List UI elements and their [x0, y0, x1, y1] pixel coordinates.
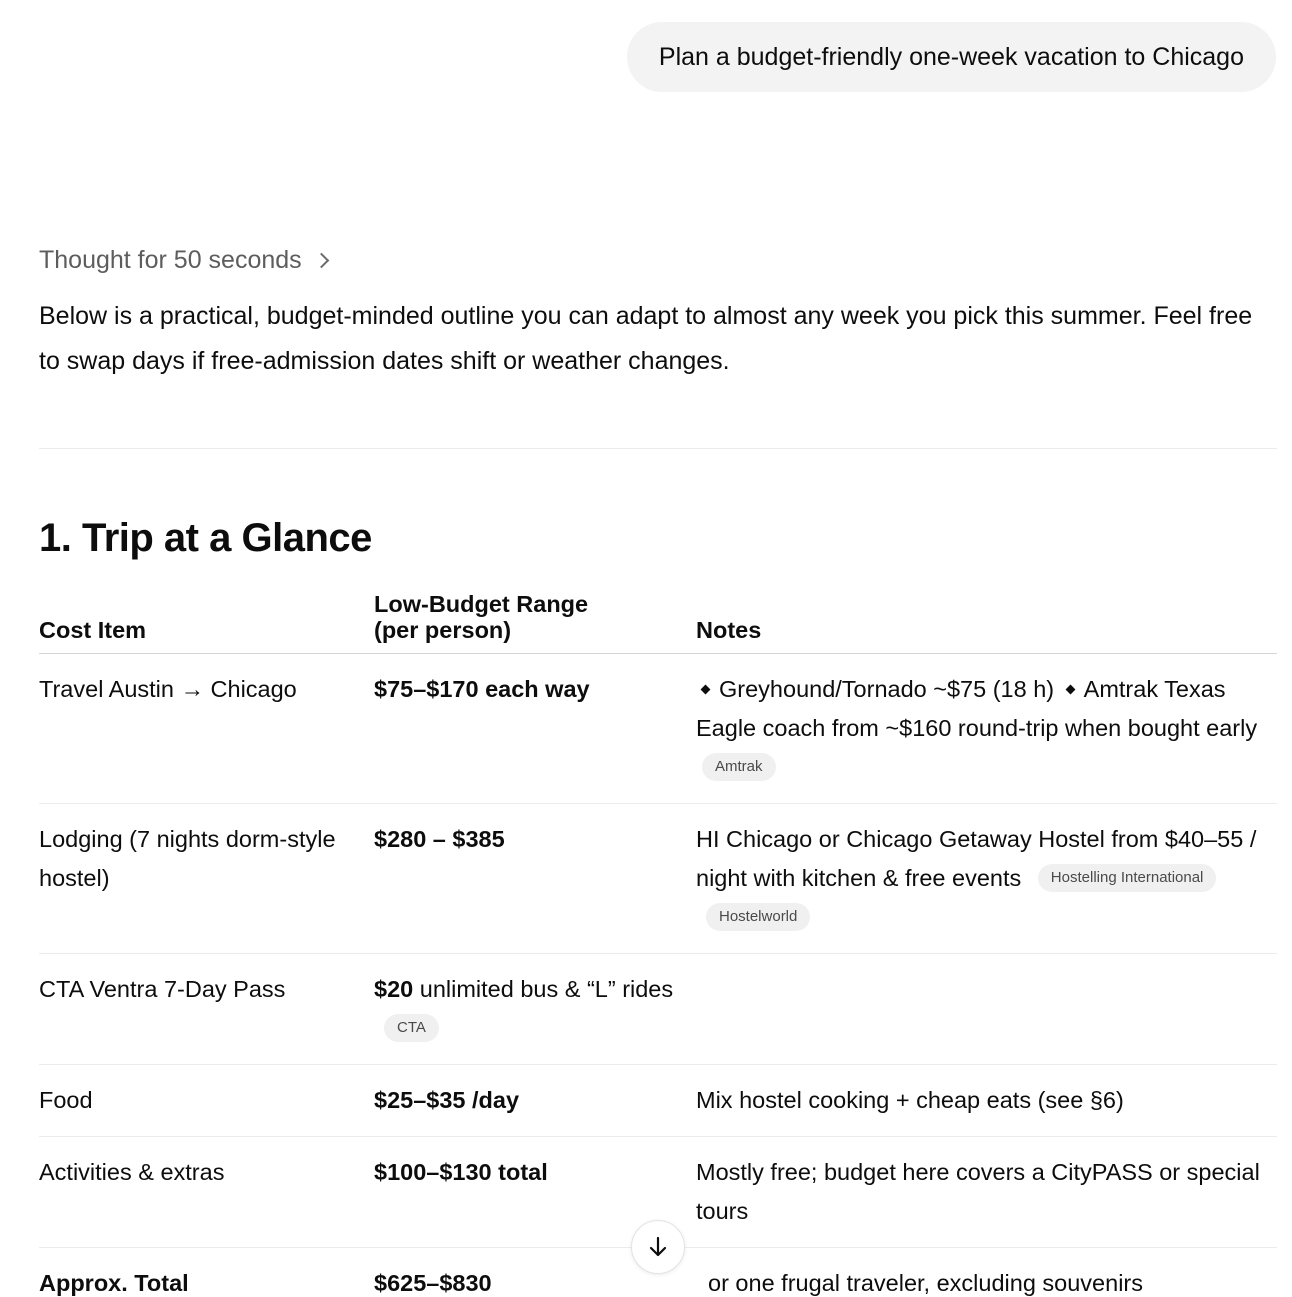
cell-item: Food [39, 1065, 374, 1137]
table-header-row [39, 591, 1277, 654]
cell-range: $625–$830 [374, 1270, 492, 1296]
column-header-cost-item: Cost Item [39, 591, 374, 654]
cell-notes [696, 1248, 1277, 1297]
cell-item: Approx. Total [39, 1270, 189, 1296]
notes-part: Amtrak Texas Eagle coach from ~$160 round-trip when bought early [696, 676, 1258, 741]
column-header-range-line1: Low-Budget Range [374, 591, 589, 617]
cell-range: $280 – $385 [374, 804, 696, 954]
section-heading: 1. Trip at a Glance [39, 516, 372, 560]
thought-label: Thought for 50 seconds [39, 245, 302, 274]
cell-range [374, 954, 696, 1065]
cell-notes: Mix hostel cooking + cheap eats (see §6) [696, 1065, 1277, 1137]
cell-notes [696, 654, 1277, 804]
cost-table [39, 591, 1277, 1297]
cell-item: CTA Ventra 7-Day Pass [39, 954, 374, 1065]
table-row [39, 654, 1277, 804]
notes-text: HI Chicago or Chicago Getaway Hostel from $40–55 / night with kitchen & free events [696, 826, 1257, 891]
source-pill-cta[interactable]: CTA [384, 1014, 439, 1042]
cell-notes: Mostly free; budget here covers a CityPASS or special tours [696, 1137, 1277, 1248]
column-header-notes: Notes [696, 591, 1277, 654]
cell-range: $75–$170 each way [374, 654, 696, 804]
range-rest: unlimited bus & “L” rides [413, 976, 674, 1002]
cell-item: Lodging (7 nights dorm-style hostel) [39, 804, 374, 954]
chevron-right-icon [313, 252, 329, 268]
source-pill-hostelling-international[interactable]: Hostelling International [1038, 864, 1217, 892]
notes-part: Greyhound/Tornado ~$75 (18 h) [719, 676, 1055, 702]
notes-text: or one frugal traveler, excluding souvenirs [708, 1270, 1143, 1296]
diamond-bullet-icon [1065, 684, 1075, 694]
cell-notes [696, 804, 1277, 954]
cell-range: $100–$130 total [374, 1137, 696, 1248]
table-row [39, 954, 1277, 1065]
table-row [39, 804, 1277, 954]
cell-item: Travel Austin → Chicago [39, 654, 374, 804]
table-row [39, 1065, 1277, 1137]
cell-range: $25–$35 /day [374, 1065, 696, 1137]
cell-item: Activities & extras [39, 1137, 374, 1248]
scroll-to-bottom-button[interactable] [631, 1220, 685, 1274]
divider [39, 448, 1277, 449]
range-bold: $20 [374, 976, 414, 1002]
user-message-bubble: Plan a budget-friendly one-week vacation to Chicago [627, 22, 1276, 92]
thought-toggle[interactable] [39, 240, 1277, 280]
source-pill-hostelworld[interactable]: Hostelworld [706, 903, 810, 931]
column-header-range [374, 591, 696, 654]
intro-paragraph: Below is a practical, budget-minded outline you can adapt to almost any week you pick this summer. Feel free to swap days if free-admission dates shift or weather changes. [39, 302, 1253, 375]
assistant-response [39, 240, 1277, 1297]
diamond-bullet-icon [701, 684, 711, 694]
arrow-down-icon [645, 1234, 671, 1260]
column-header-range-line2: (per person) [374, 617, 512, 643]
cell-notes [696, 954, 1277, 1065]
source-pill-amtrak[interactable]: Amtrak [702, 753, 776, 781]
